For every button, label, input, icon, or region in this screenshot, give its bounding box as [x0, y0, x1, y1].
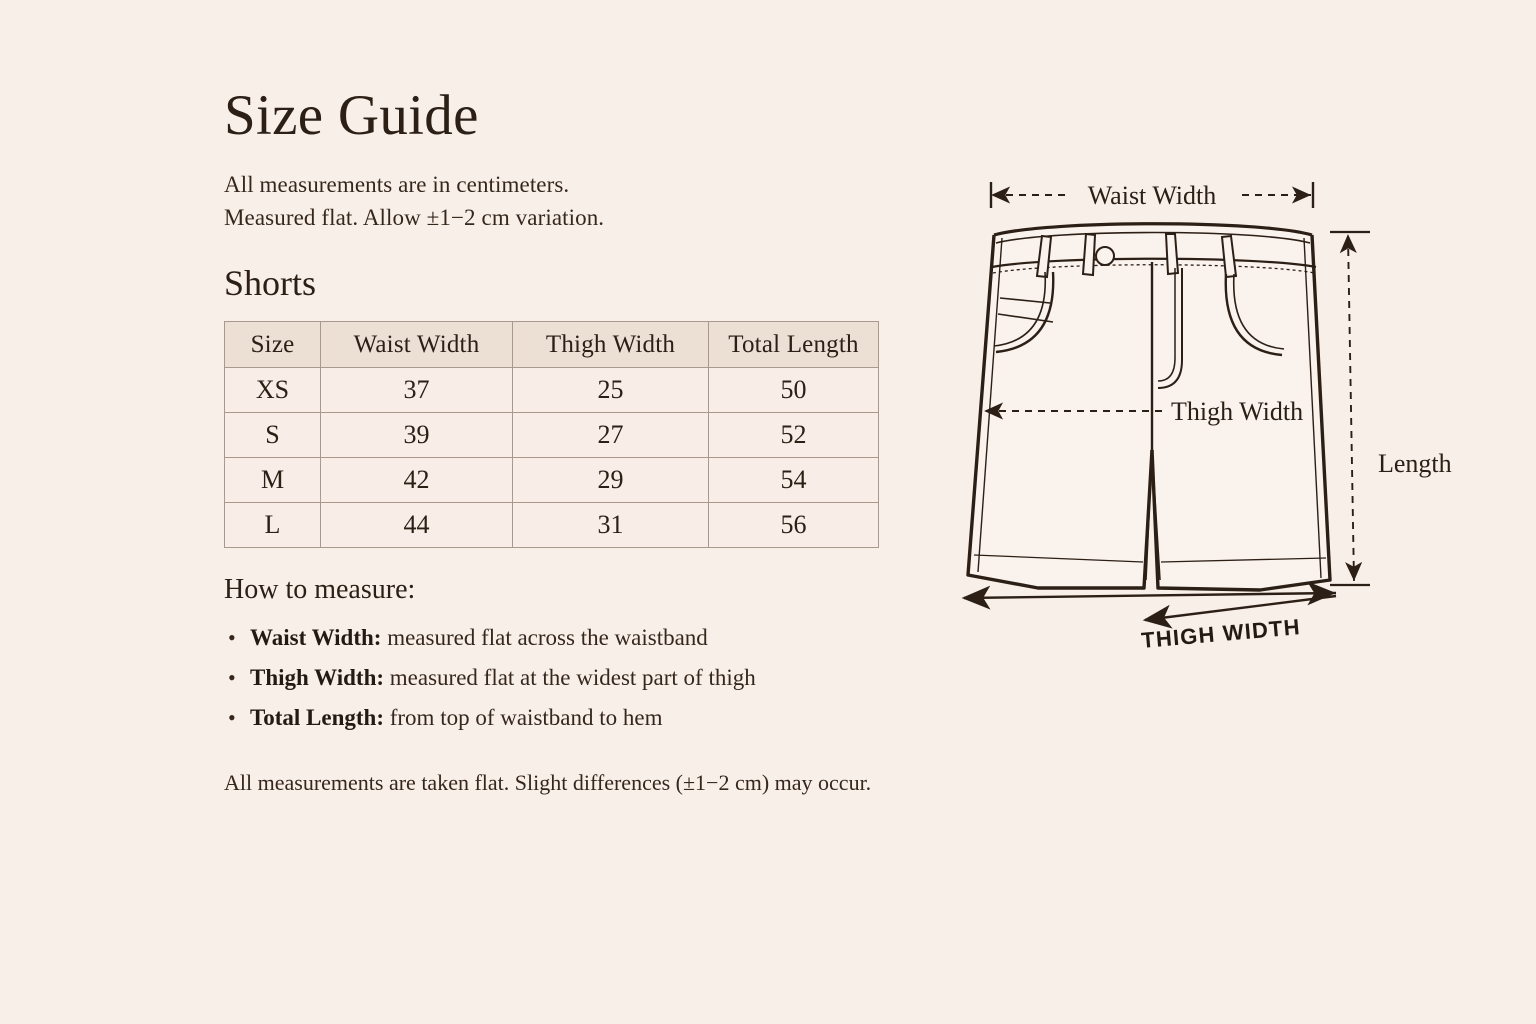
waist-width-label: Waist Width: [1087, 181, 1217, 210]
page-title: Size Guide: [224, 84, 479, 147]
cell-total-length: 52: [709, 413, 879, 458]
cell-total-length: 54: [709, 458, 879, 503]
how-to-measure-title: How to measure:: [224, 574, 416, 606]
cell-total-length: 56: [709, 503, 879, 548]
thigh-width-label: Thigh Width: [1171, 397, 1304, 426]
column-header-total-length: Total Length: [709, 322, 879, 368]
cell-waist-width: 37: [321, 368, 513, 413]
measure-term: Thigh Width:: [250, 665, 385, 691]
thigh-width-bottom-dimension: [964, 593, 1336, 653]
list-item: [224, 618, 924, 658]
cell-thigh-width: 29: [513, 458, 709, 503]
cell-thigh-width: 25: [513, 368, 709, 413]
cell-waist-width: 44: [321, 503, 513, 548]
cell-waist-width: 42: [321, 458, 513, 503]
footnote: All measurements are taken flat. Slight differences (±1−2 cm) may occur.: [224, 770, 872, 796]
list-item: [224, 658, 924, 698]
column-header-waist-width: Waist Width: [321, 322, 513, 368]
intro-line-2: Measured flat. Allow ±1−2 cm variation.: [224, 204, 605, 230]
cell-waist-width: 39: [321, 413, 513, 458]
length-label: Length: [1378, 449, 1452, 478]
cell-thigh-width: 27: [513, 413, 709, 458]
measure-term: Waist Width:: [250, 625, 382, 651]
shorts-diagram: [930, 150, 1510, 670]
size-table: [224, 321, 879, 548]
table-row: [225, 413, 879, 458]
content-column: [224, 86, 924, 798]
table-row: [225, 503, 879, 548]
button-icon: [1096, 247, 1114, 265]
column-header-thigh-width: Thigh Width: [513, 322, 709, 368]
intro-line-1: All measurements are in centimeters.: [224, 171, 570, 197]
list-item: [224, 698, 924, 738]
measure-description: measured flat at the widest part of thigh: [384, 665, 756, 691]
how-to-measure-list: [224, 618, 924, 738]
cell-size: XS: [225, 368, 321, 413]
waist-width-dimension: [991, 181, 1313, 210]
table-header-row: [225, 322, 879, 368]
table-row: [225, 458, 879, 503]
cell-size: M: [225, 458, 321, 503]
column-header-size: Size: [225, 322, 321, 368]
cell-size: L: [225, 503, 321, 548]
thigh-width-bottom-label: THIGH WIDTH: [1140, 614, 1302, 653]
table-row: [225, 368, 879, 413]
measure-description: measured flat across the waistband: [381, 625, 708, 651]
measure-term: Total Length:: [250, 705, 384, 731]
measure-description: from top of waistband to hem: [383, 705, 663, 731]
cell-total-length: 50: [709, 368, 879, 413]
cell-thigh-width: 31: [513, 503, 709, 548]
length-dimension: [1330, 232, 1452, 585]
cell-size: S: [225, 413, 321, 458]
section-title-shorts: Shorts: [224, 262, 317, 303]
